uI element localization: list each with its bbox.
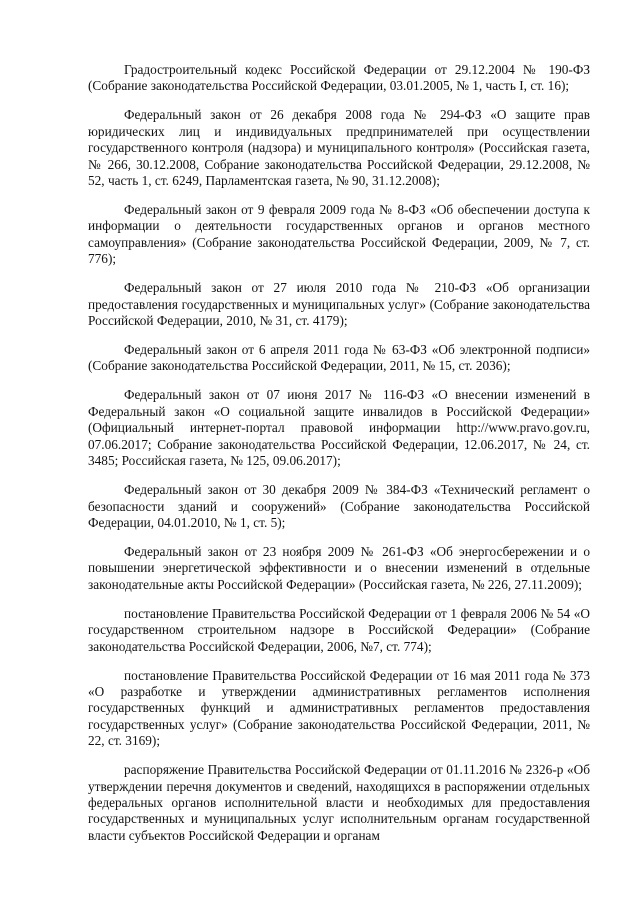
legal-act-paragraph: Федеральный закон от 30 декабря 2009 № 384-ФЗ «Технический регламент о безопасности зданий и сооружений» (Собрание законодательства Российской Федерации, 04.01.2010, № 1, ст. 5); <box>88 482 590 530</box>
legal-act-paragraph: Федеральный закон от 6 апреля 2011 года № 63-ФЗ «Об электронной подписи» (Собрание законодательства Российской Федерации, 2011, № 15, ст. 2036); <box>88 342 590 374</box>
legal-act-paragraph: Федеральный закон от 9 февраля 2009 года № 8-ФЗ «Об обеспечении доступа к информации о деятельности государственных органов и органов местного самоуправления» (Собрание законодательства Российской Федерации, 2009, № 7, ст. 776); <box>88 202 590 267</box>
legal-act-paragraph: распоряжение Правительства Российской Федерации от 01.11.2016 № 2326-р «Об утверждении перечня документов и сведений, находящихся в распоряжении отдельных федеральных органов исполнительной власти и необходимых для предоставления государственных и муниципальных услуг исполнительным органам государственной власти субъектов Российской Федерации и органам <box>88 762 590 843</box>
legal-act-paragraph: постановление Правительства Российской Федерации от 16 мая 2011 года № 373 «О разработке и утверждении административных регламентов исполнения государственных функций и административных регламентов предоставления государственных услуг» (Собрание законодательства Российской Федерации, 2011, № 22, ст. 3169); <box>88 667 590 749</box>
legal-act-paragraph: Федеральный закон от 07 июня 2017 № 116-ФЗ «О внесении изменений в Федеральный закон «О социальной защите инвалидов в Российской Федерации» (Официальный интернет-портал правовой информации http://www.pravo.gov.ru, 07.06.2017; Собрание законодательства Российской Федерации, 12.06.2017, № 24, ст. 3485; Российская газета, № 125, 09.06.2017); <box>88 387 590 469</box>
legal-act-paragraph: Федеральный закон от 23 ноября 2009 № 261-ФЗ «Об энергосбережении и о повышении энергетической эффективности и о внесении изменений в отдельные законодательные акты Российской Федерации» (Российская газета, № 226, 27.11.2009); <box>88 543 590 592</box>
legal-act-paragraph: постановление Правительства Российской Федерации от 1 февраля 2006 № 54 «О государственном строительном надзоре в Российской Федерации» (Собрание законодательства Российской Федерации, 2006, №7, ст. 774); <box>88 605 590 654</box>
legal-act-paragraph: Федеральный закон от 26 декабря 2008 года № 294-ФЗ «О защите прав юридических лиц и индивидуальных предпринимателей при осуществлении государственного контроля (надзора) и муниципального контроля» (Российская газета, № 266, 30.12.2008, Собрание законодательства Российской Федерации, 29.12.2008, № 52, часть 1, ст. 6249, Парламентская газета, № 90, 31.12.2008); <box>88 107 590 189</box>
legal-act-paragraph: Градостроительный кодекс Российской Федерации от 29.12.2004 № 190-ФЗ (Собрание законодательства Российской Федерации, 03.01.2005, № 1, часть I, ст. 16); <box>88 62 590 94</box>
legal-act-paragraph: Федеральный закон от 27 июля 2010 года № 210-ФЗ «Об организации предоставления государственных и муниципальных услуг» (Собрание законодательства Российской Федерации, 2010, № 31, ст. 4179); <box>88 280 590 329</box>
